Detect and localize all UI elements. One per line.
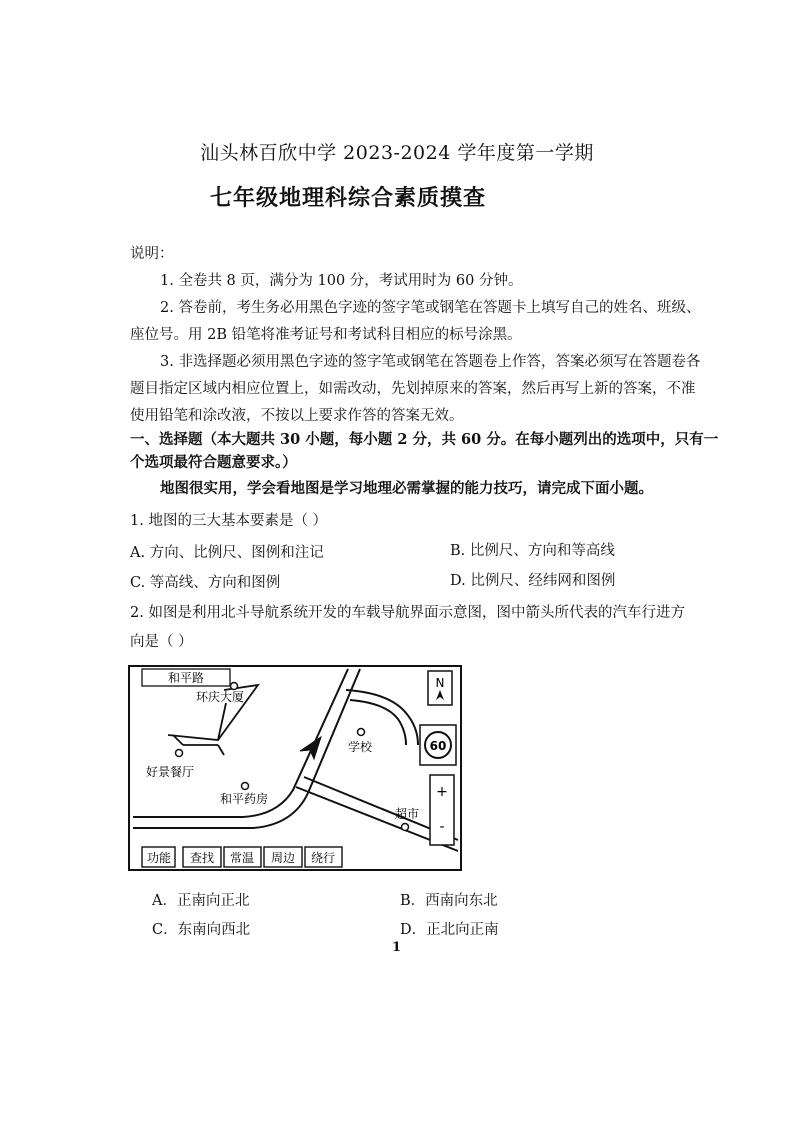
nav-button-function[interactable]: 功能 — [146, 851, 172, 865]
instruction-item-3-line1: 3. 非选择题必须用黑色字迹的签字笔或钢笔在答题卷上作答，答案必须写在答题卷各 — [160, 354, 701, 370]
poi-haojing-restaurant: 好景餐厅 — [145, 765, 195, 779]
q2-stem-line1: 2. 如图是利用北斗导航系统开发的车载导航界面示意图，图中箭头所代表的汽车行进方 — [130, 605, 685, 621]
section-heading-line1: 一、选择题（本大题共 30 小题，每小题 2 分，共 60 分。在每小题列出的选项中，只有一 — [130, 431, 719, 448]
q2-option-d[interactable]: D．正北向正南 — [400, 922, 499, 938]
poi-supermarket: 超市 — [394, 807, 420, 821]
q1-option-d[interactable]: D. 比例尺、经纬网和图例 — [450, 573, 616, 589]
instruction-item-3-line2: 题目指定区域内相应位置上，如需改动，先划掉原来的答案，然后再写上新的答案，不准 — [130, 381, 696, 397]
nav-button-common[interactable]: 常温 — [229, 851, 255, 865]
poi-heping-pharmacy: 和平药房 — [219, 792, 269, 806]
instruction-item-2-line2: 座位号。用 2B 铅笔将准考证号和考试科目相应的标号涂黑。 — [130, 327, 522, 343]
instructions-label: 说明： — [130, 246, 174, 262]
q2-stem-line2: 向是（ ） — [130, 634, 193, 650]
nav-button-nearby[interactable]: 周边 — [270, 851, 296, 865]
section-heading-line2: 个选项最符合题意要求。） — [130, 454, 297, 471]
zoom-in-button[interactable]: + — [436, 784, 448, 800]
poi-huanqing-building: 环庆大厦 — [195, 690, 245, 704]
q1-option-b[interactable]: B. 比例尺、方向和等高线 — [450, 543, 615, 559]
q2-option-b[interactable]: B．西南向东北 — [400, 893, 498, 909]
nav-button-detour[interactable]: 绕行 — [310, 851, 336, 865]
q2-option-a[interactable]: A．正南向正北 — [152, 893, 250, 909]
nav-button-search[interactable]: 查找 — [189, 851, 215, 865]
speed-limit-sign — [420, 725, 456, 765]
zoom-control[interactable] — [430, 775, 454, 845]
nav-button-bar — [142, 847, 342, 867]
instruction-item-3-line3: 使用铅笔和涂改液，不按以上要求作答的答案无效。 — [130, 408, 464, 424]
svg-text:N: N — [435, 676, 445, 690]
navigation-map-figure — [128, 665, 462, 871]
road-label-heping: 和平路 — [167, 671, 205, 685]
instruction-item-1: 1. 全卷共 8 页，满分为 100 分，考试用时为 60 分钟。 — [160, 273, 523, 289]
page-number: 1 — [392, 940, 402, 955]
north-arrow-icon — [428, 671, 452, 705]
exam-title: 七年级地理科综合素质摸查 — [210, 185, 487, 211]
poi-school: 学校 — [347, 740, 373, 754]
q1-stem: 1. 地图的三大基本要素是（ ） — [130, 513, 328, 529]
svg-text:60: 60 — [429, 739, 447, 753]
school-term-title: 汕头林百欣中学 2023-2024 学年度第一学期 — [200, 142, 594, 164]
section-intro: 地图很实用，学会看地图是学习地理必需掌握的能力技巧，请完成下面小题。 — [160, 480, 653, 497]
q1-option-c[interactable]: C. 等高线、方向和图例 — [130, 575, 281, 591]
q2-option-c[interactable]: C．东南向西北 — [152, 922, 251, 938]
q1-option-a[interactable]: A. 方向、比例尺、图例和注记 — [130, 545, 324, 561]
instruction-item-2-line1: 2. 答卷前，考生务必用黑色字迹的签字笔或钢笔在答题卡上填写自己的姓名、班级、 — [160, 300, 701, 316]
zoom-out-button[interactable]: - — [439, 819, 445, 835]
